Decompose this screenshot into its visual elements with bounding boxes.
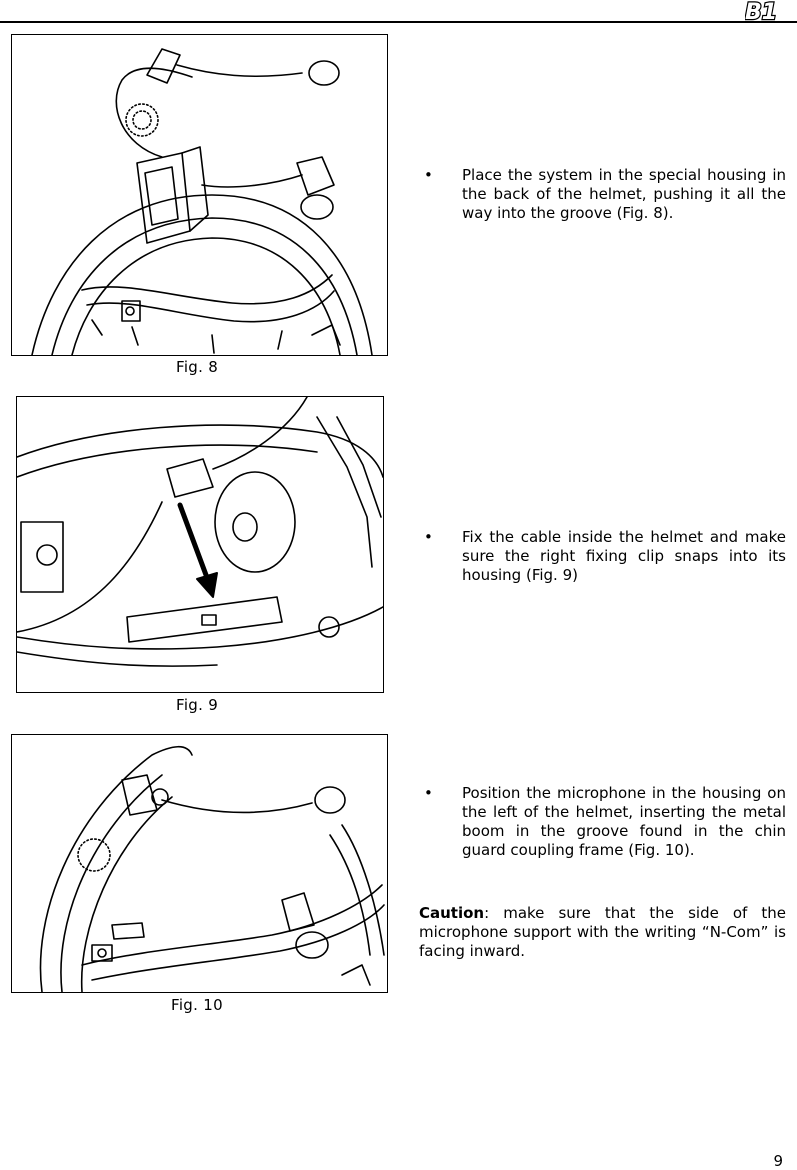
caution-label: Caution (419, 904, 485, 922)
instruction-2 (424, 528, 786, 585)
instruction-1 (424, 166, 786, 223)
b1-logo (745, 0, 791, 21)
bullet-icon: • (424, 528, 433, 546)
bullet-icon: • (424, 166, 433, 184)
figure-10-image (11, 734, 388, 993)
svg-text:B1: B1 (745, 0, 778, 21)
instruction-3-text: Position the microphone in the housing on the left of the helmet, inserting the metal boom in the groove found in the chin guard coupling frame (Fig. 10). (462, 784, 786, 859)
caution-text: : make sure that the side of the microphone support with the writing “N-Com” is facing inward. (419, 904, 786, 960)
caution-note (419, 904, 786, 961)
figure-9-caption: Fig. 9 (176, 696, 219, 714)
header-rule (0, 21, 797, 23)
figure-9-image (16, 396, 384, 693)
instruction-1-text: Place the system in the special housing in the back of the helmet, pushing it all the way into the groove (Fig. 8). (462, 166, 786, 222)
figure-10-caption: Fig. 10 (171, 996, 223, 1014)
figure-8-image (11, 34, 388, 356)
bullet-icon: • (424, 784, 433, 802)
figure-8-caption: Fig. 8 (176, 358, 219, 376)
page-number: 9 (773, 1152, 783, 1170)
instruction-3 (424, 784, 786, 860)
instruction-2-text: Fix the cable inside the helmet and make sure the right fixing clip snaps into its housing (Fig. 9) (462, 528, 786, 584)
